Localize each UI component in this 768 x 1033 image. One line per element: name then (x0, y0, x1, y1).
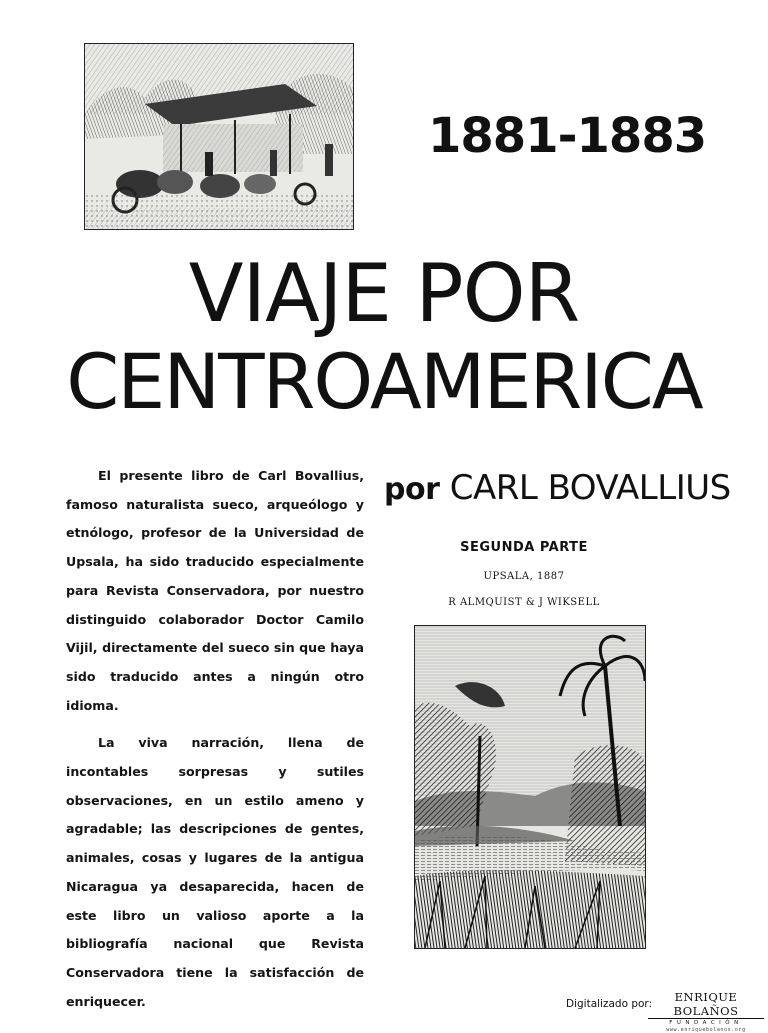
brand-url: www.enriquebolanos.org (666, 1027, 746, 1033)
city-year: UPSALA, 1887 (483, 571, 565, 582)
village-oxcart-illustration (84, 43, 354, 230)
author-name: CARL BOVALLIUS (449, 468, 731, 508)
part-label: SEGUNDA PARTE (460, 540, 588, 555)
author-prefix: por (384, 472, 440, 507)
river-landscape-illustration (414, 625, 646, 949)
intro-paragraph-2: La viva narración, llena de incontables sorpresas y sutiles observaciones, en un estilo ameno y agradable; las descripciones de gentes, animales, cosas y lugares de la antigua Nicaragua ya desaparecida, hacen de este libro un valioso aporte a la bibliografía nacional que Revista Conservadora tiene la satisfacción de enriquecer. (66, 735, 364, 1009)
author-line (384, 468, 731, 508)
brand-org: FUNDACIÓN (669, 1020, 743, 1026)
intro-text (66, 462, 364, 1016)
book-title-line-2: CENTROAMERICA (66, 337, 702, 426)
foundation-logo (648, 990, 764, 1033)
digitized-label: Digitalizado por: (566, 998, 653, 1010)
intro-paragraph-1: El presente libro de Carl Bovallius, famoso naturalista sueco, arqueólogo y etnólogo, profesor de la Universidad de Upsala, ha sido traducido especialmente para Revista Conservadora, por nuestro distinguido colaborador Doctor Camilo Vijil, directamente del sueco sin que haya sido traducido antes a ningún otro idioma. (66, 468, 364, 713)
brand-name: ENRIQUE BOLAÑOS (648, 990, 764, 1019)
book-title-line-1: VIAJE POR (188, 247, 580, 340)
years-heading: 1881-1883 (428, 108, 707, 164)
publisher: R ALMQUIST & J WIKSELL (448, 597, 600, 608)
